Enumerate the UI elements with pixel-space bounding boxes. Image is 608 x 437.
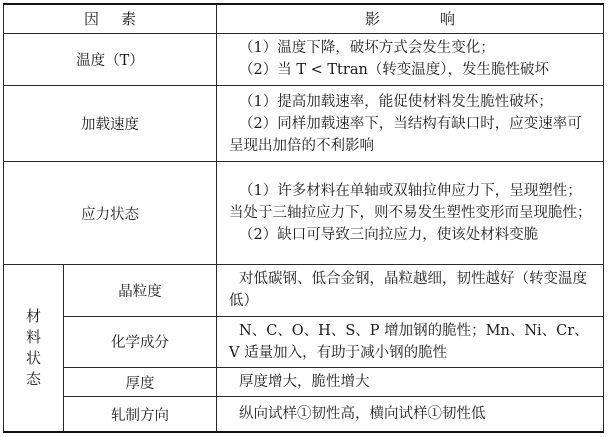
group-label-cell [4, 264, 64, 432]
table-row [4, 162, 604, 264]
group-char: 态 [25, 369, 41, 388]
effect-line: （1）提高加载速率，能促使材料发生脆性破坏； [239, 93, 553, 110]
group-char: 材 [25, 306, 41, 325]
header-effect: 影响 [217, 4, 604, 33]
effect-cell: 对低碳钢、低合金钢，晶粒越细，韧性越好（转变温度低） [217, 264, 604, 316]
subfactor-cell: 化学成分 [64, 316, 217, 368]
effect-line: （2）当 T < Ttran（转变温度），发生脆性破坏 [239, 62, 550, 79]
table-row [4, 85, 604, 162]
effect-cell: 纵向试样①韧性高，横向试样①韧性低 [217, 397, 604, 432]
factor-cell: 加载速度 [4, 85, 217, 162]
effect-cell: N、C、O、H、S、P 增加钢的脆性；Mn、Ni、Cr、V 适量加入，有助于减小钢的脆性 [217, 316, 604, 368]
table-row [4, 368, 604, 397]
factor-cell: 温度（T） [4, 33, 217, 85]
subfactor-cell: 晶粒度 [64, 264, 217, 316]
table-row [4, 264, 604, 316]
header-row [4, 4, 604, 33]
table-row [4, 397, 604, 432]
factors-table [3, 3, 604, 433]
effect-cell [217, 33, 604, 85]
effect-line: （1）许多材料在单轴或双轴拉伸应力下，呈现塑性；当处于三轴拉应力下，则不易发生塑性变形而呈现脆性； [229, 183, 592, 222]
effect-cell [217, 85, 604, 162]
group-char: 料 [25, 327, 41, 346]
subfactor-cell: 厚度 [64, 368, 217, 397]
effect-line: （2）同样加载速率下，当结构有缺口时，应变速率可呈现出加倍的不利影响 [229, 115, 582, 154]
effect-cell: 厚度增大，脆性增大 [217, 368, 604, 397]
header-factor: 因素 [4, 4, 217, 33]
factor-cell: 应力状态 [4, 162, 217, 264]
effect-line: （1）温度下降，破坏方式会发生变化； [239, 40, 495, 57]
group-char: 状 [25, 348, 41, 367]
subfactor-cell: 轧制方向 [64, 397, 217, 432]
table-row [4, 316, 604, 368]
effect-cell [217, 162, 604, 264]
effect-line: （2）缺口可导致三向拉应力，使该处材料变脆 [239, 227, 539, 244]
table-row [4, 33, 604, 85]
